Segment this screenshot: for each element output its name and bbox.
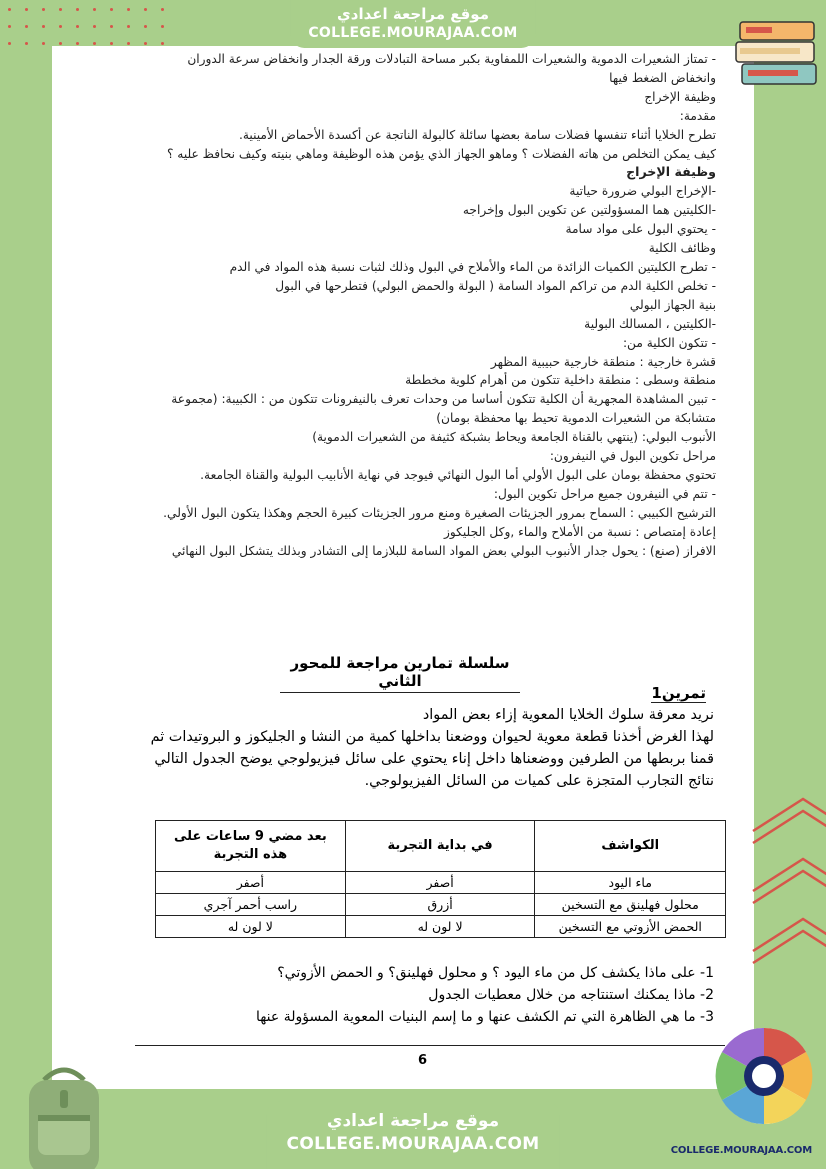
series-title: سلسلة تمارين مراجعة للمحور الثاني [280,654,520,693]
lesson-line: وانخفاض الضغط فيها [609,70,716,85]
decorative-dot [59,8,62,11]
logo-label: COLLEGE.MOURAJAA.COM [670,1145,812,1156]
lesson-line: الافراز (صنع) : يحول جدار الأنبوب البولي بعض المواد السامة للبلازما إلى التشادر وبذلك يتشكل البول النهائي [171,543,716,558]
decorative-dot [127,25,130,28]
lesson-line: - تمتاز الشعيرات الدموية والشعيرات اللمفاوية بكبر مساحة التبادلات ورقة الجدار وانخفاض سرعة الدوران [187,52,716,66]
lesson-line: - تبين المشاهدة المجهرية أن الكلية تتكون أساسا من وحدات تعرف بالنيفرونات تتكون من : الكبيبة: (مجموعة [171,392,716,407]
table-cell: أزرق [345,894,535,916]
exercise-text [114,704,714,792]
decorative-dot [110,25,113,28]
decorative-dot [42,25,45,28]
table-header-row [156,821,726,872]
decorative-dot [76,25,79,28]
decorative-dot [59,25,62,28]
left-frame [0,0,52,1169]
site-name-ar: موقع مراجعة اعدادي [326,1111,500,1131]
decorative-dot [25,42,28,45]
decorative-dot [59,42,62,45]
backpack-icon [14,1060,114,1169]
question-item: 3- ما هي الظاهرة التي تم الكشف عنها و ما إسم البنيات المعوية المسؤولة عنها [255,1009,714,1025]
decorative-dot [25,8,28,11]
decorative-dot [161,25,164,28]
decorative-dot [42,8,45,11]
lesson-line: -الكليتين ، المسالك البولية [584,316,716,331]
decorative-dot [76,42,79,45]
table-cell: راسب أحمر آجري [156,894,346,916]
decorative-dot [8,25,11,28]
lesson-line: كيف يمكن التخلص من هاته الفضلات ؟ وماهو الجهاز الذي يؤمن هذه الوظيفة وماهي بنيته وكيف نحافظ عليه ؟ [166,146,716,161]
question-item: 1- على ماذا يكشف كل من ماء اليود ؟ و محلول فهلينق؟ و الحمض الأزوتي؟ [277,965,714,981]
lesson-line: بنية الجهاز البولي [629,297,716,312]
results-table [155,820,726,938]
lesson-line: وظيفة الإخراج [626,164,716,180]
table-cell: محلول فهلينق مع التسخين [535,894,726,916]
decorative-dot [144,25,147,28]
decorative-dot [144,8,147,11]
exercise-line: قمنا بربطها من الطرفين ووضعناها داخل إناء يحتوي على سائل فيزيولوجي يوضح الجدول التالي [154,751,714,767]
decorative-dot [42,42,45,45]
decorative-dot [76,8,79,11]
decorative-dot [8,8,11,11]
lesson-line: - تخلص الكلية الدم من تراكم المواد السامة ( البولة والحمض البولي) فتطرحها في البول [275,278,716,293]
questions-list [114,962,714,1028]
lesson-line: - يحتوي البول على مواد سامة [565,222,716,237]
table-header-cell: الكواشف [535,821,726,872]
decorative-dot [127,8,130,11]
lesson-line: -الإخراج البولي ضرورة حياتية [569,184,716,199]
decorative-dot [93,25,96,28]
lesson-line: تطرح الخلايا أثناء تنفسها فضلات سامة بعضها سائلة كالبولة الناتجة عن أكسدة الأحماض الأمينية. [238,127,716,142]
site-domain: COLLEGE.MOURAJAA.COM [308,25,518,41]
lesson-line: متشابكة من الشعيرات الدموية تحيط بها محفظة بومان) [436,411,716,426]
lesson-line: مقدمة: [679,108,716,123]
lesson-line: منطقة وسطى : منطقة داخلية تتكون من أهرام كلوية مخططة [405,373,716,388]
decorative-dot [93,42,96,45]
exercise-line: لهذا الغرض أخذنا قطعة معوية لحيوان ووضعنا بداخلها كمية من النشا و الجليكوز و البروتيدات ثم [150,729,714,745]
page-divider [135,1045,725,1046]
table-header-cell: بعد مضي 9 ساعات على هذه التجربة [156,821,346,872]
lesson-line: تحتوي محفظة بومان على البول الأولي أما البول النهائي فيوجد في نهاية الأنابيب البولية والقناة الجامعة. [200,467,716,482]
question-item: 2- ماذا يمكنك استنتاجه من خلال معطيات الجدول [428,987,714,1003]
table-cell: الحمض الأزوتي مع التسخين [535,916,726,938]
decorative-dot [110,42,113,45]
lesson-line: وظيفة الإخراج [644,89,716,104]
top-banner[interactable] [290,0,535,48]
exercise-title: تمرين1 [651,684,706,702]
table-header-cell: في بداية التجربة [345,821,535,872]
lesson-line: -الكليتين هما المسؤولتين عن تكوين البول وإخراجه [462,203,716,218]
table-row [156,894,726,916]
table-row [156,916,726,938]
lesson-line: الأنبوب البولي: (ينتهي بالقناة الجامعة ويحاط بشبكة كثيفة من الشعيرات الدموية) [312,430,716,445]
table-cell: أصفر [345,872,535,894]
table-cell: أصفر [156,872,346,894]
lesson-line: وظائف الكلية [648,241,716,256]
site-name-ar: موقع مراجعة اعدادي [337,5,489,23]
table-cell: لا لون له [156,916,346,938]
lesson-line: - تتم في النيفرون جميع مراحل تكوين البول: [493,486,716,501]
lesson-line: الترشيح الكبيبي : السماح بمرور الجزيئات الصغيرة ومنع مرور الجزيئات كبيرة الحجم وهكذا يتكون البول الأولي. [163,505,716,520]
lesson-line: إعادة إمتصاص : نسبة من الأملاح والماء ,وكل الجليكوز [443,524,716,539]
site-domain: COLLEGE.MOURAJAA.COM [286,1134,540,1154]
decorative-dot [161,42,164,45]
decorative-dot [161,8,164,11]
decorative-dot [144,42,147,45]
decorative-dot [127,42,130,45]
lesson-line: مراحل تكوين البول في النيفرون: [549,449,716,464]
page-number: 6 [418,1053,428,1068]
table-cell: ماء اليود [535,872,726,894]
decorative-dot [110,8,113,11]
decorative-dot [93,8,96,11]
exercise-line: نتائج التجارب المتجزة على كميات من السائل الفيزيولوجي. [364,773,714,789]
lesson-line: - تتكون الكلية من: [622,335,716,350]
bottom-banner[interactable] [267,1101,560,1169]
chevron-up-icon [741,795,826,995]
lesson-line: - تطرح الكليتين الكميات الزائدة من الماء والأملاح في البول وذلك لثبات نسبة هذه المواد في الدم [229,259,716,274]
exercise-line: نريد معرفة سلوك الخلايا المعوية إزاء بعض المواد [422,707,714,723]
lesson-line: قشرة خارجية : منطقة خارجية حبيبية المظهر [490,354,716,369]
table-cell: لا لون له [345,916,535,938]
decorative-dot [8,42,11,45]
books-icon [732,12,822,92]
site-logo-icon [714,1022,814,1130]
table-row [156,872,726,894]
decorative-dot [25,25,28,28]
lesson-text [135,50,716,560]
